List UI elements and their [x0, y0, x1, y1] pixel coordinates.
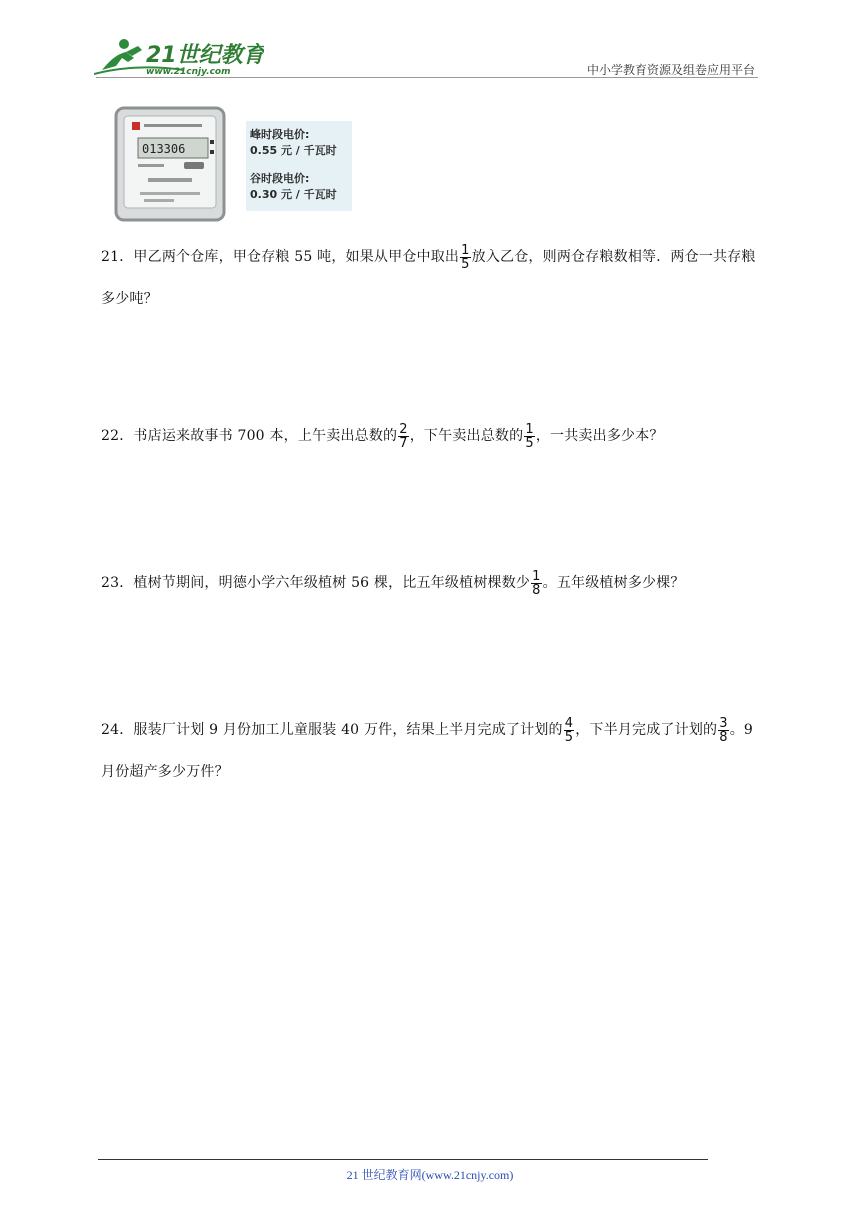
question-text: 书店运来故事书 700 本，上午卖出总数的 [133, 428, 398, 444]
fraction-denominator: 5 [461, 256, 470, 272]
peak-price: 0.55 元 / 千瓦时 [250, 144, 337, 157]
electric-meter-image [114, 106, 234, 224]
question-21 [101, 236, 766, 320]
question-text: 。9 月份超产多少万件？ [101, 722, 754, 780]
fraction [460, 244, 470, 271]
price-panel [246, 121, 352, 211]
fraction-denominator: 8 [532, 582, 541, 598]
fraction-numerator: 3 [719, 715, 728, 731]
fraction-denominator: 5 [525, 435, 534, 451]
fraction-numerator: 4 [564, 715, 574, 731]
fraction [718, 717, 728, 744]
question-text: 甲乙两个仓库，甲仓存粮 55 吨，如果从甲仓中取出 [133, 249, 460, 265]
footer-divider [98, 1159, 708, 1160]
fraction-numerator: 1 [461, 242, 470, 258]
question-24 [101, 709, 766, 793]
question-text: ，下午卖出总数的 [409, 428, 524, 444]
question-23 [101, 562, 766, 604]
fraction [531, 570, 541, 597]
header-divider [96, 77, 758, 78]
fraction-numerator: 2 [399, 421, 408, 437]
question-number: 23． [101, 575, 134, 591]
fraction [524, 423, 534, 450]
runner-logo-icon [94, 36, 264, 78]
question-number: 22． [101, 428, 134, 444]
question-text: ，下半月完成了计划的 [575, 722, 718, 738]
fraction [564, 717, 574, 744]
valley-label: 谷时段电价: [250, 172, 310, 185]
question-22 [101, 415, 766, 457]
question-number: 21． [101, 249, 134, 265]
meter-reading: 013306 [142, 142, 186, 156]
site-logo [94, 36, 264, 78]
question-text: 放入乙仓，则两仓存粮数相等．两仓一共存粮多少吨？ [101, 249, 756, 307]
peak-price-box [250, 127, 350, 159]
question-text: ，一共卖出多少本？ [535, 428, 664, 444]
question-number: 24． [101, 722, 134, 738]
electric-meter-figure [114, 106, 364, 224]
footer-link[interactable]: 21 世纪教育网(www.21cnjy.com) [346, 1168, 514, 1182]
fraction-denominator: 8 [719, 729, 728, 745]
fraction-denominator: 5 [564, 729, 574, 745]
question-text: 。五年级植树多少棵？ [542, 575, 685, 591]
valley-price: 0.30 元 / 千瓦时 [250, 188, 337, 201]
logo-url: www.21cnjy.com [146, 67, 231, 77]
peak-label: 峰时段电价: [250, 128, 310, 141]
valley-price-box [250, 171, 350, 203]
fraction-numerator: 1 [525, 421, 534, 437]
logo-text: 21世纪教育 [146, 43, 264, 68]
question-text: 植树节期间，明德小学六年级植树 56 棵，比五年级植树棵数少 [133, 575, 531, 591]
header-tagline: 中小学教育资源及组卷应用平台 [586, 63, 755, 77]
question-text: 服装厂计划 9 月份加工儿童服装 40 万件，结果上半月完成了计划的 [133, 722, 563, 738]
fraction-numerator: 1 [532, 568, 541, 584]
fraction [398, 423, 408, 450]
fraction-denominator: 7 [399, 435, 408, 451]
